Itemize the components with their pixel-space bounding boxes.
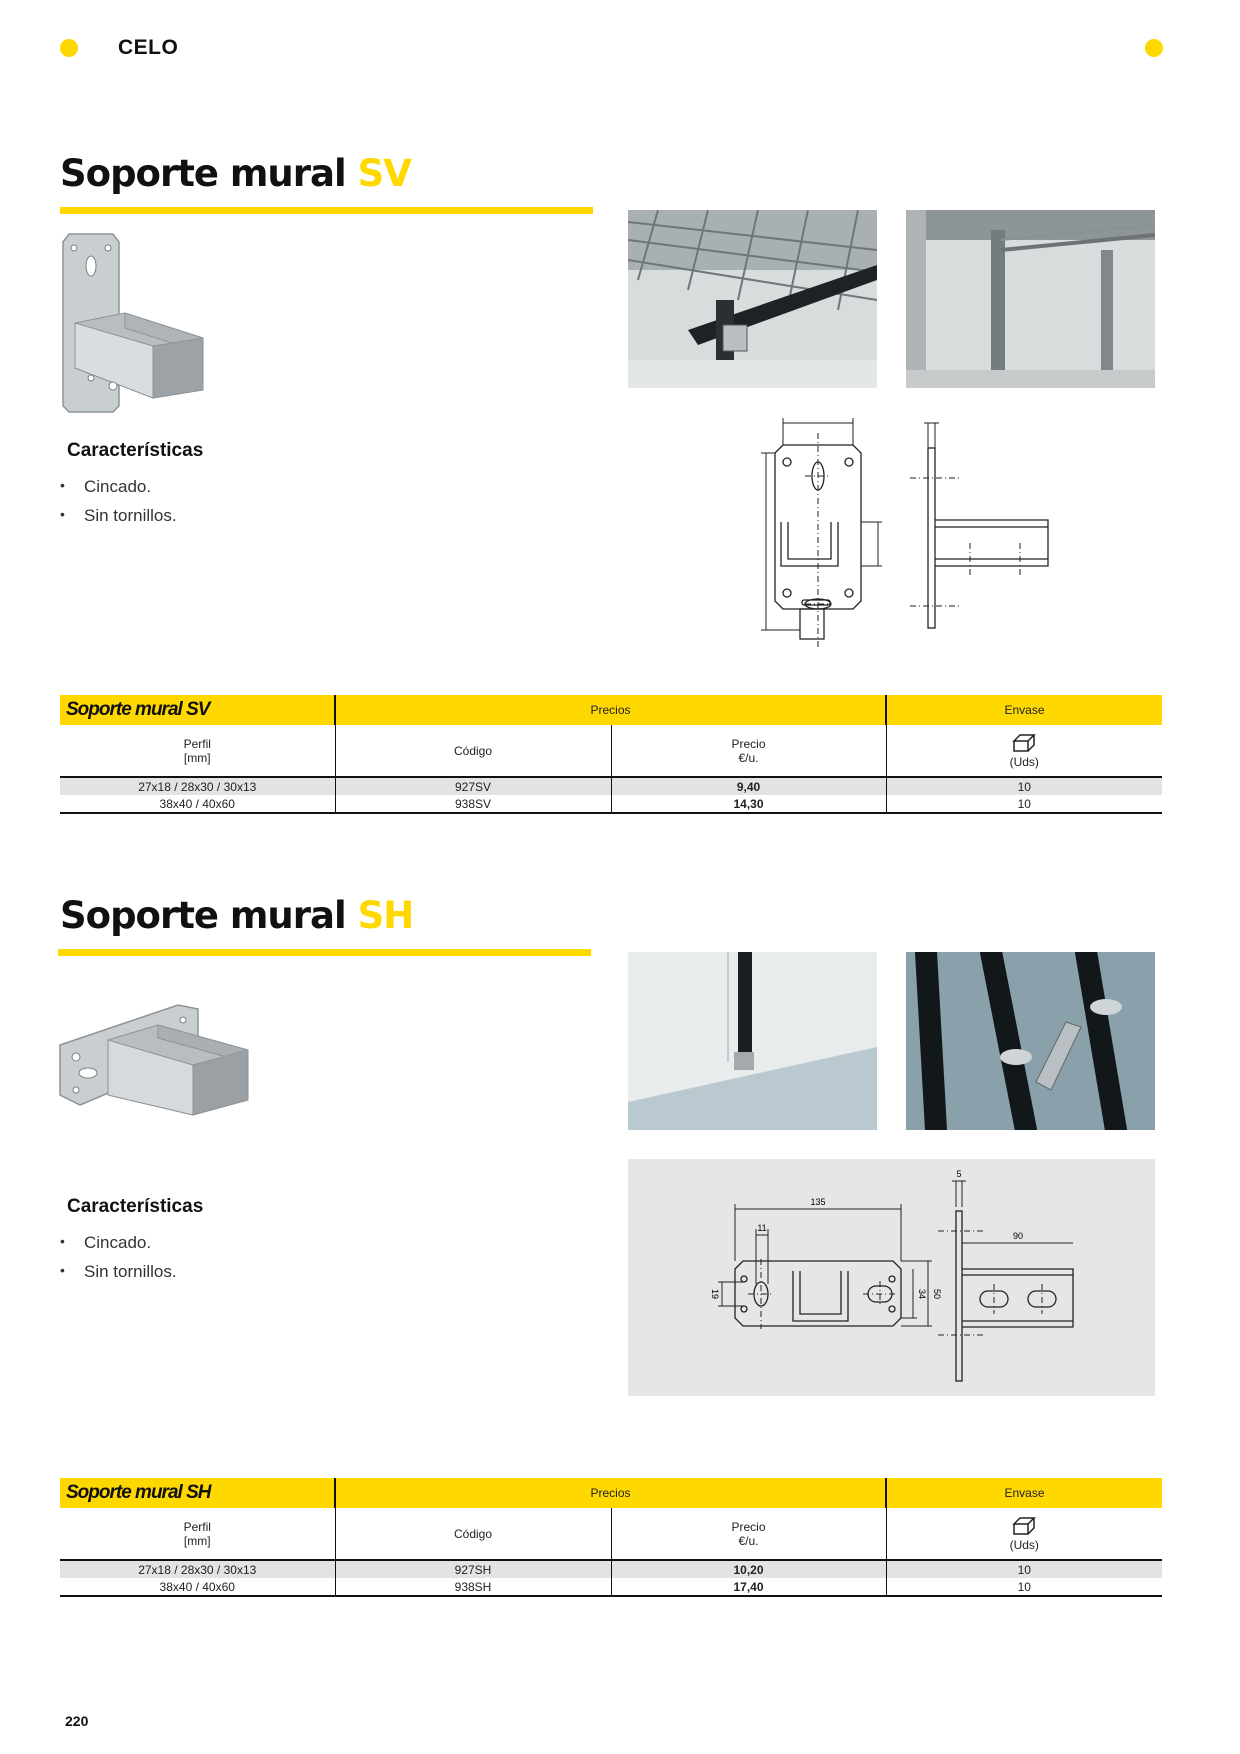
group-header-prices: Precios [335,695,886,725]
box-icon [1012,1516,1036,1536]
feature-item: • Sin tornillos. [60,506,177,535]
photo-sh-installation-2 [906,952,1155,1130]
col-header-units: (Uds) [886,1508,1162,1560]
table-name: Soporte mural SH [60,1478,335,1508]
features-list-sh [60,1233,177,1291]
feature-item: • Sin tornillos. [60,1262,177,1291]
header-dot-right [1145,39,1163,57]
col-header-code: Código [335,725,611,777]
group-header-prices: Precios [335,1478,886,1508]
section-title-sv: Soporte mural SV [60,152,411,195]
dim-5: 5 [956,1169,962,1179]
price-table-sv [60,695,1162,814]
photo-sv-installation-2 [906,210,1155,388]
table-name: Soporte mural SV [60,695,335,725]
dim-50: 50 [932,1288,942,1300]
price-table-sh [60,1478,1162,1597]
dim-11: 11 [757,1223,767,1233]
section-title-sh: Soporte mural SH [60,894,414,937]
header-dot-left [60,39,78,57]
section-rule-sv [60,207,593,214]
product-image-sv [55,228,215,413]
dim-90: 90 [1012,1231,1024,1241]
box-icon [1012,733,1036,753]
brand-label: CELO [118,36,179,59]
table-row: 38x40 / 40x60 938SV 14,30 10 [60,795,1162,813]
feature-item: • Cincado. [60,1233,177,1262]
technical-drawing-sv [730,418,1060,663]
col-header-profile: Perfil [mm] [60,725,335,777]
table-row: 38x40 / 40x60 938SH 17,40 10 [60,1578,1162,1596]
dim-19: 19 [710,1288,720,1300]
section-rule-sh [58,949,591,956]
col-header-profile: Perfil [mm] [60,1508,335,1560]
features-title-sv: Características [67,440,204,461]
dim-135: 135 [810,1197,826,1207]
feature-item: • Cincado. [60,477,177,506]
table-row: 27x18 / 28x30 / 30x13 927SV 9,40 10 [60,777,1162,795]
group-header-pack: Envase [886,695,1162,725]
col-header-price: Precio €/u. [611,725,886,777]
photo-sh-installation-1 [628,952,877,1130]
photo-sv-installation-1 [628,210,877,388]
group-header-pack: Envase [886,1478,1162,1508]
technical-drawing-sh [628,1159,1155,1396]
dim-34: 34 [917,1288,927,1300]
col-header-price: Precio €/u. [611,1508,886,1560]
table-row: 27x18 / 28x30 / 30x13 927SH 10,20 10 [60,1560,1162,1578]
features-list-sv [60,477,177,535]
product-image-sh [58,995,253,1120]
features-title-sh: Características [67,1196,204,1217]
col-header-units: (Uds) [886,725,1162,777]
page-number: 220 [65,1713,89,1729]
col-header-code: Código [335,1508,611,1560]
